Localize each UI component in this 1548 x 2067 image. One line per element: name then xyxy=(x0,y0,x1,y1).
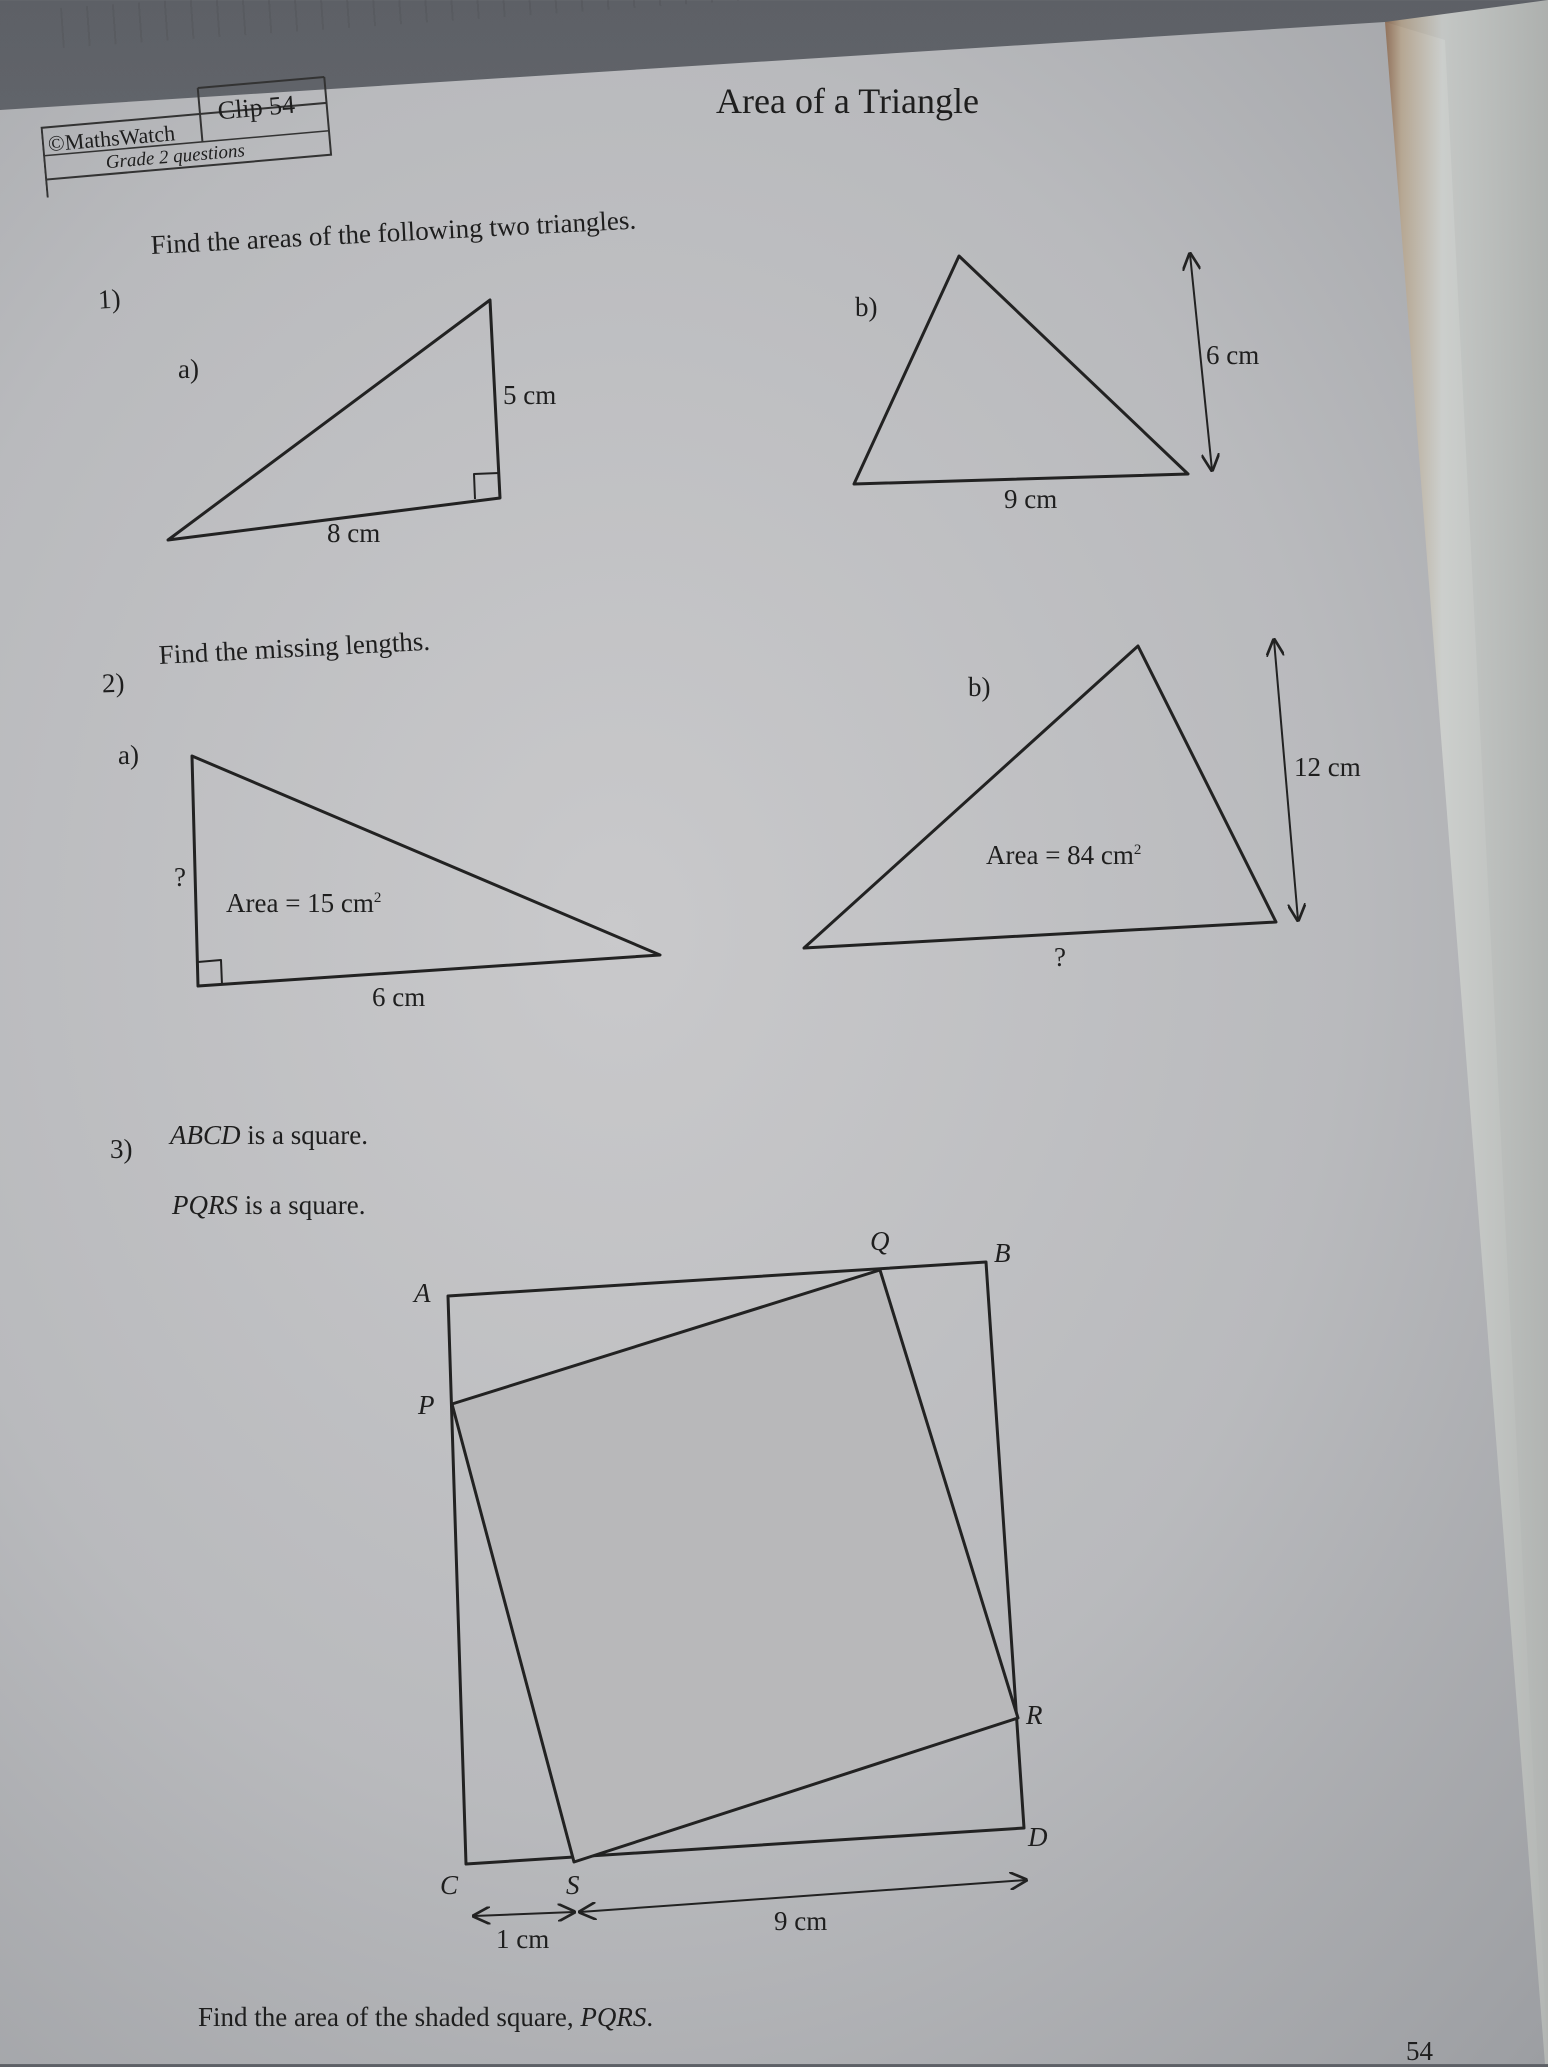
page-number: 54 xyxy=(1406,2036,1433,2066)
q2a-right-angle-mark xyxy=(198,960,222,985)
page-title: Area of a Triangle xyxy=(716,81,979,121)
q2-number: 2) xyxy=(101,667,125,699)
q2b-height-arrow xyxy=(1274,640,1298,920)
dim-short-arrow xyxy=(474,1912,574,1916)
q2a-missing-label: ? xyxy=(174,862,186,892)
q2a-triangle xyxy=(192,756,660,986)
q3-line1: ABCD is a square. xyxy=(170,1120,368,1150)
q2a-label: a) xyxy=(118,740,139,770)
square-pqrs xyxy=(452,1270,1018,1862)
point-label-p: P xyxy=(418,1390,435,1420)
grade-text: Grade 2 questions xyxy=(104,140,246,174)
q1b-triangle xyxy=(854,256,1188,484)
q1b-label: b) xyxy=(855,292,878,322)
q1a-right-angle-mark xyxy=(474,473,499,499)
point-label-q: Q xyxy=(870,1226,890,1256)
dim-long-arrow xyxy=(580,1880,1026,1912)
brand-text: ©MathsWatch xyxy=(46,120,176,157)
clip-number: Clip 54 xyxy=(216,89,297,126)
point-label-c: C xyxy=(440,1870,459,1900)
point-label-a: A xyxy=(414,1278,431,1308)
q1b-base-label: 9 cm xyxy=(1004,484,1058,514)
point-label-b: B xyxy=(994,1238,1011,1268)
q2b-triangle xyxy=(804,646,1276,948)
q2b-missing-label: ? xyxy=(1054,942,1066,972)
q1b-height-label: 6 cm xyxy=(1206,340,1260,370)
q1a-side-label: 5 cm xyxy=(503,380,557,410)
point-label-s: S xyxy=(566,1870,580,1900)
point-label-d: D xyxy=(1028,1822,1048,1852)
q2b-label: b) xyxy=(968,672,991,702)
q2b-area-label: Area = 84 $cm^2$ xyxy=(986,840,1142,870)
q1a-base-label: 8 cm xyxy=(327,518,381,548)
dim-short-label: 1 cm xyxy=(496,1924,550,1954)
q1-number: 1) xyxy=(97,283,122,315)
q1b-height-arrow xyxy=(1190,254,1212,470)
q2a-base-label: 6 cm xyxy=(372,982,426,1012)
q1-text: Find the areas of the following two triangles. xyxy=(150,204,637,260)
q3-instruction: Find the area of the shaded square, PQRS. xyxy=(198,2002,654,2032)
q2a-area-label: Area = 15 $cm^2$ xyxy=(226,888,382,918)
q3-line2: PQRS is a square. xyxy=(172,1190,366,1220)
dim-long-label: 9 cm xyxy=(774,1906,828,1936)
point-label-r: R xyxy=(1026,1700,1043,1730)
q2b-height-label: 12 cm xyxy=(1294,752,1361,782)
q1a-triangle xyxy=(168,300,500,540)
q3-number: 3) xyxy=(110,1134,133,1164)
q1a-label: a) xyxy=(178,354,199,384)
q2-text: Find the missing lengths. xyxy=(158,625,431,670)
